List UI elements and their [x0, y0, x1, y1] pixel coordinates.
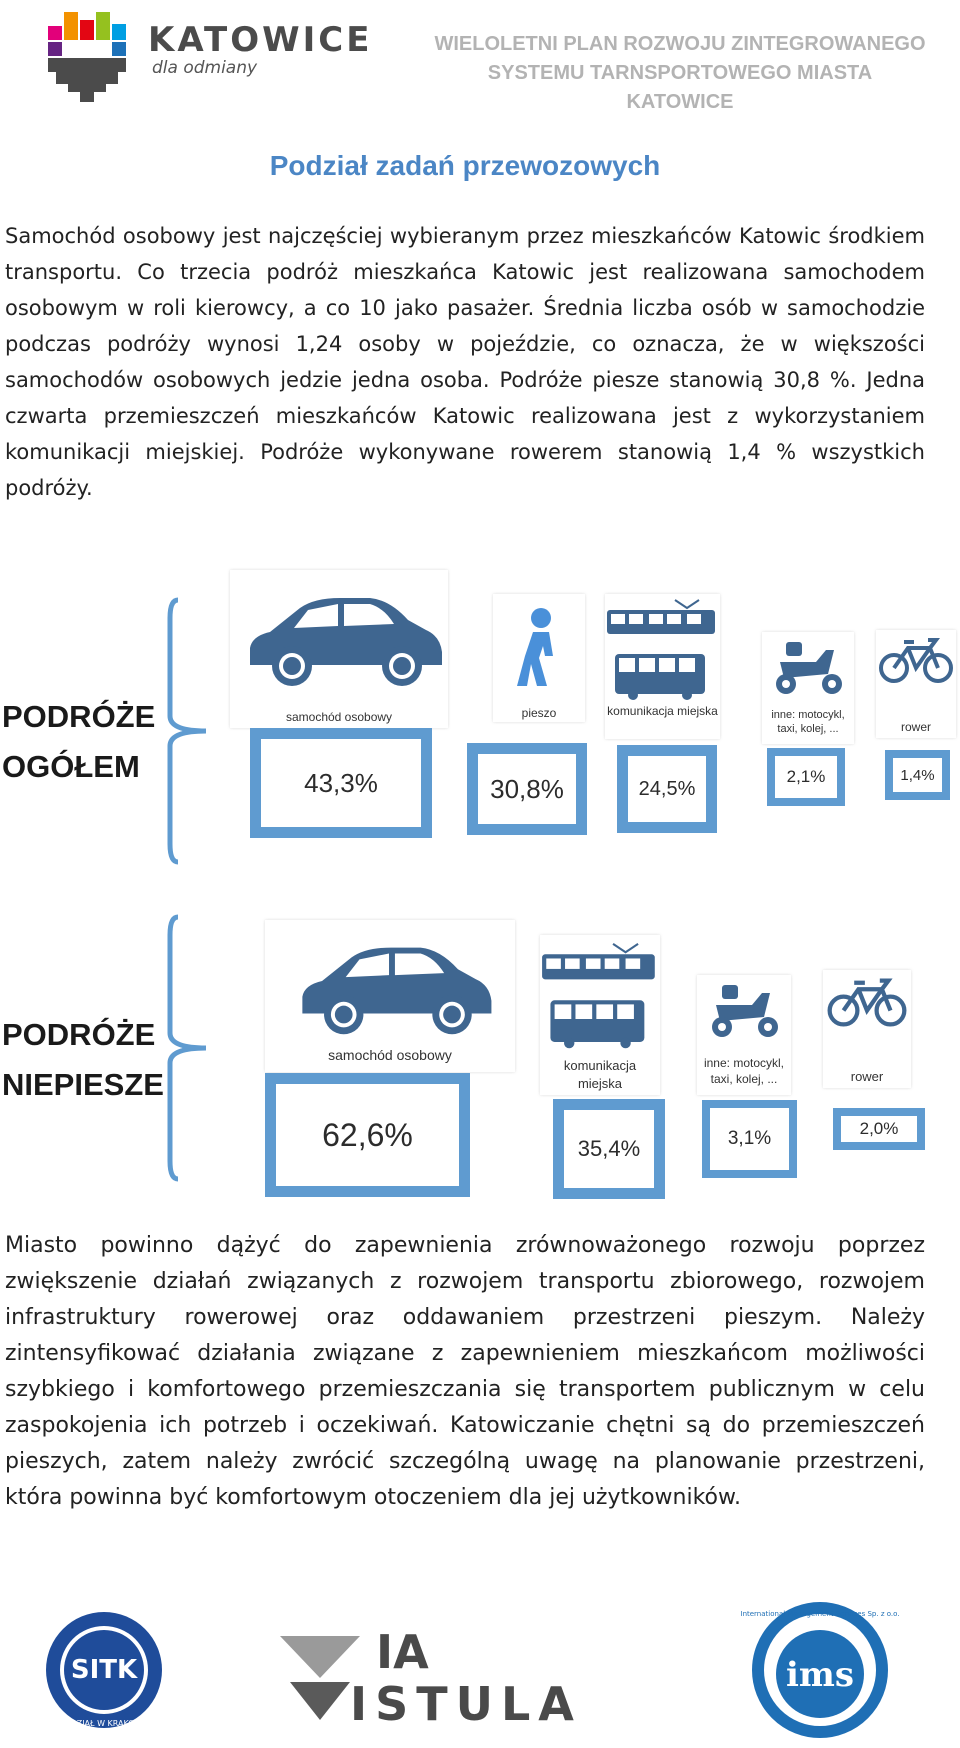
- svg-text:SITK: SITK: [70, 1655, 138, 1685]
- card-public-transport: [540, 935, 660, 1095]
- value-car: 62,6%: [322, 1116, 413, 1153]
- bicycle-icon: [823, 970, 911, 1034]
- tram-bus-icon: [605, 594, 720, 704]
- svg-text:ims: ims: [785, 1655, 855, 1695]
- value-pedestrian: 30,8%: [490, 773, 564, 804]
- value-box-other: [767, 748, 845, 806]
- car-icon: [265, 920, 515, 1048]
- section-heading: Podział zadań przewozowych: [269, 150, 661, 181]
- value-box-car: [265, 1073, 470, 1197]
- logo-tagline: dla odmiany: [152, 58, 258, 78]
- svg-text:International Management Servi: International Management Services Sp. z o.o.: [740, 1610, 900, 1618]
- caption-car: samochód osobowy: [285, 710, 393, 724]
- caption-public-transport: komunikacja miejska: [563, 1058, 637, 1091]
- value-box-public-transport: [553, 1099, 665, 1199]
- bracket-icon: [140, 913, 210, 1183]
- conclusion-paragraph: Miasto powinno dążyć do zapewnienia zrównoważonego rozwoju poprzez zwiększenie działań związanych z rozwojem transportu zbiorowego, rozwojem infrastruktury rowerowej oraz oddawaniem przestrzeni pieszym. Należy zintensyfikować działania związane z zapewnieniem mieszkańcom możliwości szybkiego i komfortowego przemieszczania się transportem publicznym w celu zaspokojenia ich potrzeb i oczekiwań. Katowiczanie chętni są do przemieszczeń pieszych, zatem należy zwrócić szczególną uwagę na planowanie przestrzeni, która powinna być komfortowym otoczeniem dla jej użytkowników.: [5, 1233, 925, 1510]
- card-bicycle: [876, 630, 956, 738]
- value-other: 3,1%: [727, 1128, 772, 1149]
- value-box-bicycle: [833, 1108, 925, 1150]
- svg-text:ODDZIAŁ W KRAKOWIE: ODDZIAŁ W KRAKOWIE: [58, 1719, 150, 1728]
- row-label-all-trips: PODRÓŻE OGÓŁEM: [2, 699, 156, 784]
- caption-bicycle: rower: [900, 720, 931, 734]
- ims-logo: [740, 1600, 900, 1740]
- katowice-logo-mark: [46, 12, 134, 102]
- svg-text:ISTULA: ISTULA: [350, 1677, 582, 1731]
- intro-paragraph: Samochód osobowy jest najczęściej wybieranym przez mieszkańców Katowic środkiem transportu. Co trzecia podróż mieszkańca Katowic jest realizowana samochodem osobowym w roli kierowcy, a co 10 jako pasażer. Średnia liczba osób w samochodzie podczas podróży wynosi 1,24 osoby w pojeździe, co oznacza, że w większości samochodów osobowych jedzie jedna osoba. Podróże piesze stanowią 30,8 %. Jedna czwarta przemieszczeń mieszkańców Katowic realizowana jest z wykorzystaniem komunikacji miejskiej. Podróże wykonywane rowerem stanowią 1,4 % wszystkich podróży.: [5, 224, 925, 500]
- scooter-icon: [762, 632, 854, 702]
- tram-bus-icon: [540, 935, 660, 1055]
- sitk-logo: [44, 1608, 164, 1733]
- svg-text:IA: IA: [376, 1625, 429, 1679]
- caption-car: samochód osobowy: [328, 1047, 452, 1063]
- card-pedestrian: [493, 594, 585, 722]
- caption-pedestrian: pieszo: [521, 706, 557, 720]
- pedestrian-icon: [493, 594, 585, 704]
- document-title: WIELOLETNI PLAN ROZWOJU ZINTEGROWANEGO SYSTEMU TARNSPORTOWEGO MIASTA KATOWICE: [434, 33, 926, 113]
- caption-other: inne: motocykl, taxi, kolej, ...: [703, 1056, 785, 1086]
- value-box-public-transport: [617, 745, 717, 833]
- card-car: [230, 570, 448, 728]
- caption-bicycle: rower: [850, 1069, 884, 1084]
- caption-public-transport: komunikacja miejska: [607, 704, 718, 718]
- value-car: 43,3%: [304, 767, 378, 798]
- card-car: [265, 920, 515, 1072]
- value-box-pedestrian: [467, 743, 587, 835]
- car-icon: [230, 570, 448, 700]
- card-other: [697, 975, 791, 1095]
- card-bicycle: [823, 970, 911, 1088]
- value-bicycle: 1,4%: [900, 766, 935, 784]
- bracket-icon: [140, 596, 210, 866]
- row-label-non-walking-trips: PODRÓŻE NIEPIESZE: [2, 1017, 164, 1102]
- card-public-transport: [605, 594, 720, 739]
- caption-other: inne: motocykl, taxi, kolej, ...: [771, 709, 845, 735]
- via-vistula-logo: [280, 1625, 640, 1731]
- value-bicycle: 2,0%: [859, 1119, 899, 1138]
- scooter-icon: [697, 975, 791, 1045]
- value-box-other: [702, 1100, 797, 1178]
- value-public-transport: 24,5%: [638, 777, 696, 800]
- value-other: 2,1%: [786, 767, 826, 786]
- value-box-bicycle: [885, 750, 950, 800]
- logo-name: KATOWICE: [148, 20, 373, 60]
- bicycle-icon: [876, 630, 956, 690]
- value-public-transport: 35,4%: [577, 1136, 641, 1161]
- value-box-car: [250, 728, 432, 838]
- card-other: [762, 632, 854, 744]
